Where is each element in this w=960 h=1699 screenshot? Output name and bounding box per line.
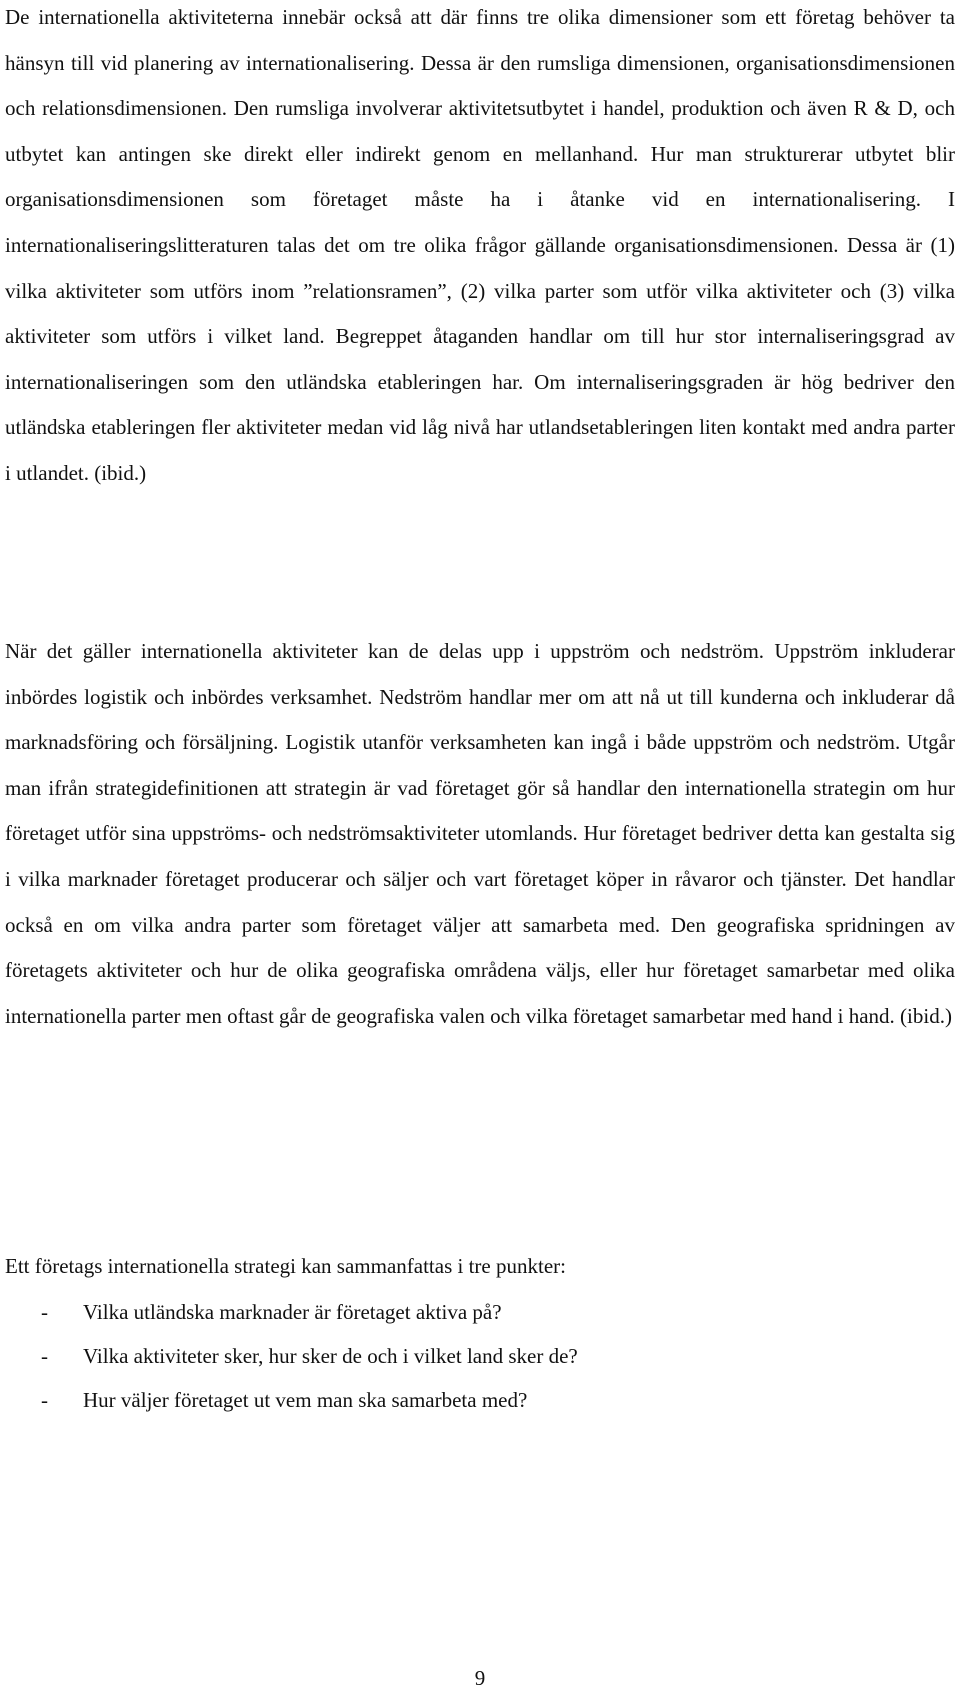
list-item <box>5 1334 578 1378</box>
list-item <box>5 1378 578 1422</box>
paragraph-dimensions: De internationella aktiviteterna innebär också att där finns tre olika dimensioner som ett företag behöver ta hänsyn till vid planering av internationalisering. Dessa är den rumsliga dimensionen, organisationsdimensionen och relationsdimensionen. Den rumsliga involverar aktivitetsutbytet i handel, produktion och även R & D, och utbytet kan antingen ske direkt eller indirekt genom en mellanhand. Hur man strukturerar utbytet blir organisationsdimensionen som företaget måste ha i åtanke vid en internationalisering. I internationaliseringslitteraturen talas det om tre olika frågor gällande organisationsdimensionen. Dessa är (1) vilka aktiviteter som utförs inom ”relationsramen”, (2) vilka parter som utför vilka aktiviteter och (3) vilka aktiviteter som utförs i vilket land. Begreppet åtaganden handlar om till hur stor internaliseringsgrad av internationaliseringen som den utländska etableringen har. Om internaliseringsgraden är hög bedriver den utländska etableringen fler aktiviteter medan vid låg nivå har utlandsetableringen liten kontakt med andra parter i utlandet. (ibid.) <box>5 5 955 485</box>
paragraph-activities: När det gäller internationella aktiviteter kan de delas upp i uppström och nedström. Uppström inkluderar inbördes logistik och inbördes verksamhet. Nedström handlar mer om att nå ut till kunderna och inkluderar då marknadsföring och försäljning. Logistik utanför verksamheten kan ingå i både uppström och nedström. Utgår man ifrån strategidefinitionen att strategin är vad företaget gör så handlar den internationella strategin om hur företaget utför sina uppströms- och nedströmsaktiviteter utomlands. Hur företaget bedriver detta kan gestalta sig i vilka marknader företaget producerar och säljer och vart företaget köper in råvaror och tjänster. Det handlar också en om vilka andra parter som företaget väljer att samarbeta med. Den geografiska spridningen av företagets aktiviteter och hur de olika geografiska områdena väljs, eller hur företaget samarbetar med olika internationella parter men oftast går de geografiska valen och vilka företaget samarbetar med hand i hand. (ibid.) <box>5 639 955 1028</box>
list-item-text: Vilka utländska marknader är företaget aktiva på? <box>83 1300 502 1324</box>
page-number: 9 <box>474 1666 486 1690</box>
strategy-points-list <box>5 1290 578 1422</box>
list-bullet: - <box>41 1300 48 1324</box>
paragraph-summary-intro: Ett företags internationella strategi kan sammanfattas i tre punkter: <box>5 1254 566 1278</box>
list-item-text: Hur väljer företaget ut vem man ska samarbeta med? <box>83 1388 528 1412</box>
list-item-text: Vilka aktiviteter sker, hur sker de och i vilket land sker de? <box>83 1344 578 1368</box>
list-bullet: - <box>41 1388 48 1412</box>
list-item <box>5 1290 578 1334</box>
list-bullet: - <box>41 1344 48 1368</box>
